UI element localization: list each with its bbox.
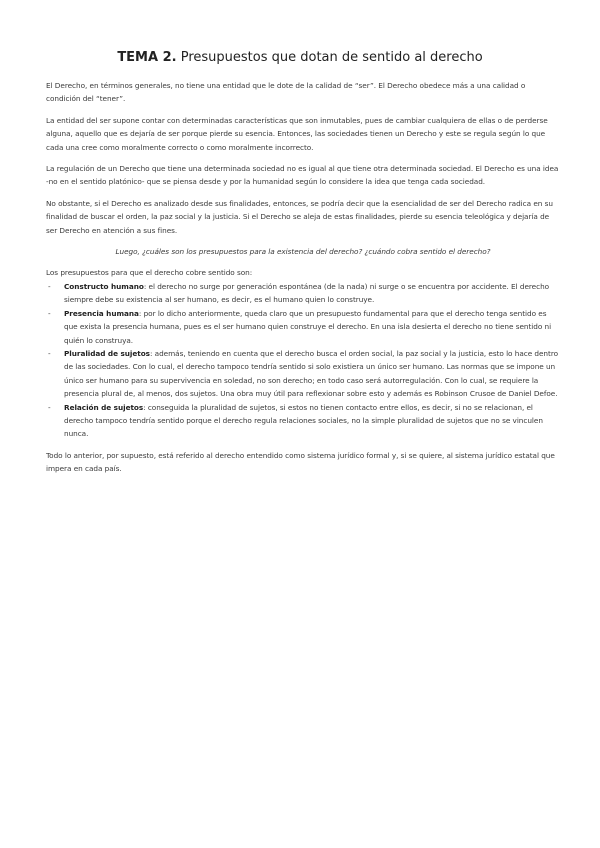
list-text: : por lo dicho anteriormente, queda claro que un presupuesto fundamental para que el derecho tenga sentido es que exista la presencia humana, pues es el ser humano quien construye el derecho. En una isla desierta el derecho no tiene sentido ni quién lo construya. <box>64 308 552 345</box>
list-dash: - <box>48 402 51 412</box>
question-line: Luego, ¿cuáles son los presupuestos para la existencia del derecho? ¿cuándo cobra sentido el derecho? <box>115 247 491 257</box>
closing-paragraph: Todo lo anterior, por supuesto, está referido al derecho entendido como sistema jurídico formal y, si se quiere, al sistema jurídico estatal que impera en cada país. <box>46 450 555 474</box>
paragraph: No obstante, si el Derecho es analizado desde sus finalidades, entonces, se podría decir que la esencialidad de ser del Derecho radica en su finalidad de buscar el orden, la paz social y la justicia. Si el Derecho se aleja de estas finalidades, pierde su esencia teleológica y dejaría de ser Derecho en atención a sus fines. <box>46 198 553 235</box>
list-term: Constructo humano <box>64 281 144 291</box>
list-text: : conseguida la pluralidad de sujetos, si estos no tienen contacto entre ellos, es decir, si no se relacionan, el derecho tampoco tendría sentido porque el derecho regula relaciones sociales, no la simple pluralidad de sujetos que no se vinculen nunca. <box>64 402 543 439</box>
list-item <box>46 307 560 347</box>
paragraph: El Derecho, en términos generales, no tiene una entidad que le dote de la calidad de “ser”. El Derecho obedece más a una calidad o condición del “tener”. <box>46 81 526 104</box>
list-term: Presencia humana <box>64 308 139 318</box>
list-term: Pluralidad de sujetos <box>64 348 150 358</box>
title-text: Presupuestos que dotan de sentido al derecho <box>180 50 483 65</box>
page-title <box>0 50 600 65</box>
paragraph: La entidad del ser supone contar con determinadas características que son inmutables, pues de cambiar cualquiera de ellas o de perderse alguna, aquello que es dejaría de ser porque pierde su esencia. Entonces, las sociedades tienen un Derecho y este se regula según lo que cada una cree como moralmente correcto o como moralmente incorrecto. <box>46 115 548 152</box>
list-term: Relación de sujetos <box>64 402 144 412</box>
list-text: : el derecho no surge por generación espontánea (de la nada) ni surge o se encuentra por accidente. El derecho siempre debe su existencia al ser humano, es decir, es el humano quien lo construye. <box>64 281 550 305</box>
list-item <box>46 401 560 441</box>
list-item <box>46 280 560 307</box>
list-dash: - <box>48 281 51 291</box>
list-intro: Los presupuestos para que el derecho cobre sentido son: <box>46 268 253 278</box>
list-item <box>46 347 560 401</box>
paragraph: La regulación de un Derecho que tiene una determinada sociedad no es igual al que tiene otra determinada sociedad. El Derecho es una idea -no en el sentido platónico- que se piensa desde y por la humanidad según lo considere la idea que tenga cada sociedad. <box>46 164 559 187</box>
document-body <box>46 79 560 484</box>
presupuestos-list <box>46 280 560 441</box>
list-dash: - <box>48 348 51 358</box>
list-dash: - <box>48 308 51 318</box>
list-text: : además, teniendo en cuenta que el derecho busca el orden social, la paz social y la justicia, esto lo hace dentro de las sociedades. Con lo cual, el derecho tampoco tendría sentido si solo existiera un único ser humano. Las normas que se impone un único ser humano para su supervivencia en soledad, no son derecho; en todo caso será autorregulación. Con lo cual, se requiere la presencia plural de, al menos, dos sujetos. Una obra muy útil para reflexionar sobre esto y además es Robinson Crusoe de Daniel Defoe. <box>64 348 559 399</box>
title-number: TEMA 2. <box>117 50 177 65</box>
